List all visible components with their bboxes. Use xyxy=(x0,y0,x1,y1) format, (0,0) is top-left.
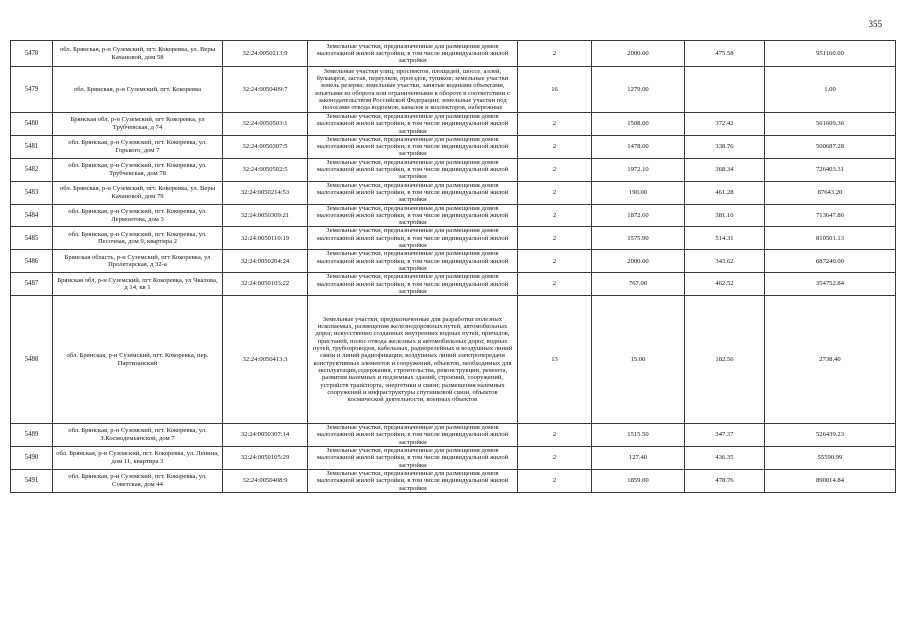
land-purpose-cell: Земельные участки, предназначенные для размещения домов малоэтажной жилой застройки, в том числе индивидуальной жилой застройки xyxy=(308,204,518,227)
cadastral-number-cell: 32:24:0050503:1 xyxy=(223,113,308,136)
row-number-cell: 5482 xyxy=(11,158,53,181)
cadastral-number-cell: 32:24:0050307:5 xyxy=(223,135,308,158)
usage-group-cell: 13 xyxy=(518,296,592,424)
cadastral-value-cell: 1.00 xyxy=(765,67,896,113)
area-cell: 1859.00 xyxy=(592,469,685,492)
cadastral-value-cell: 951160.00 xyxy=(765,41,896,67)
land-purpose-cell: Земельные участки, предназначенные для размещения домов малоэтажной жилой застройки, в том числе индивидуальной жилой застройки xyxy=(308,181,518,204)
specific-value-cell: 343.62 xyxy=(685,250,765,273)
table-row xyxy=(11,447,896,470)
row-number-cell: 5484 xyxy=(11,204,53,227)
row-number-cell: 5485 xyxy=(11,227,53,250)
specific-value-cell: 475.58 xyxy=(685,41,765,67)
usage-group-cell: 2 xyxy=(518,41,592,67)
area-cell: 1872.60 xyxy=(592,204,685,227)
row-number-cell: 5483 xyxy=(11,181,53,204)
usage-group-cell: 2 xyxy=(518,158,592,181)
cadastral-number-cell: 32:24:0050307:14 xyxy=(223,424,308,447)
address-cell: обл. Брянская, р-н Суземский, пгт. Кокоревка xyxy=(53,67,223,113)
usage-group-cell: 2 xyxy=(518,424,592,447)
address-cell: обл. Брянская, р-н Суземский, пгт. Кокоревка, ул. Веры Качановой, дом 58 xyxy=(53,41,223,67)
land-purpose-cell: Земельные участки, предназначенные для размещения домов малоэтажной жилой застройки, в том числе индивидуальной жилой застройки xyxy=(308,158,518,181)
address-cell: обл. Брянская, р-н Суземский, пгт. Кокоревка, ул. Трубчевская, дом 78 xyxy=(53,158,223,181)
table-row xyxy=(11,424,896,447)
address-cell: обл. Брянская, р-н Суземский, пгт. Кокоревка, ул. Веры Качановой, дом 79 xyxy=(53,181,223,204)
cadastral-number-cell: 32:24:0050409:7 xyxy=(223,67,308,113)
land-purpose-cell: Земельные участки, предназначенные для размещения домов малоэтажной жилой застройки, в том числе индивидуальной жилой застройки xyxy=(308,424,518,447)
usage-group-cell: 2 xyxy=(518,447,592,470)
land-purpose-cell: Земельные участки улиц, проспектов, площадей, шоссе, аллей, бульваров, застав, переулков, проездов, тупиков; земельные участки земель резерва; земельные участки, занятые водными объектами, изъятыми из оборота или ограниченными в обороте в соответствии с законодательством Российской Федерации; земельные участки под полосами отвода водоемов, каналов и коллекторов, набережные xyxy=(308,67,518,113)
registry-body xyxy=(11,41,896,493)
table-row xyxy=(11,181,896,204)
cadastral-value-cell: 87643.20 xyxy=(765,181,896,204)
cadastral-value-cell: 354752.84 xyxy=(765,273,896,296)
land-purpose-cell: Земельные участки, предназначенные для размещения домов малоэтажной жилой застройки, в том числе индивидуальной жилой застройки xyxy=(308,273,518,296)
specific-value-cell: 514.31 xyxy=(685,227,765,250)
cadastral-value-cell: 526439.23 xyxy=(765,424,896,447)
area-cell: 127.40 xyxy=(592,447,685,470)
address-cell: обл. Брянская, р-н Суземский, пгт. Кокоревка, ул. Лермонтова, дом 3 xyxy=(53,204,223,227)
address-cell: обл. Брянская, р-н Суземский, пгт. Кокоревка, ул. Горького, дом 7 xyxy=(53,135,223,158)
row-number-cell: 5486 xyxy=(11,250,53,273)
address-cell: обл. Брянская, р-н Суземский, пгт. Кокоревка, ул. З.Космодемьянской, дом 7 xyxy=(53,424,223,447)
specific-value-cell: 347.37 xyxy=(685,424,765,447)
land-purpose-cell: Земельные участки, предназначенные для разработки полезных ископаемых, размещения железнодорожных путей, автомобильных дорог, искусственно созданных внутренних водных путей, причалов, пристаней, полос отвода железных и автомобильных дорог, водных путей, трубопроводов, кабельных, радиорелейных и воздушных линий связи и линий радиофикации, воздушных линий электропередачи конструктивных элементов и сооружений, объектов, необходимых для эксплуатации,содержания, строительства, реконструкции, ремонта, развития наземных и подземных зданий, строений, сооружений, устройств транспорта, энергетики и связи; размещения наземных сооружений и инфраструктуры спутниковой связи, объектов космической деятельности, военных объектов xyxy=(308,296,518,424)
usage-group-cell: 16 xyxy=(518,67,592,113)
usage-group-cell: 2 xyxy=(518,113,592,136)
area-cell: 190.00 xyxy=(592,181,685,204)
land-purpose-cell: Земельные участки, предназначенные для размещения домов малоэтажной жилой застройки, в том числе индивидуальной жилой застройки xyxy=(308,469,518,492)
cadastral-number-cell: 32:24:0050502:5 xyxy=(223,158,308,181)
specific-value-cell: 372.42 xyxy=(685,113,765,136)
usage-group-cell: 2 xyxy=(518,273,592,296)
table-row xyxy=(11,250,896,273)
table-row xyxy=(11,113,896,136)
land-registry-table xyxy=(10,40,896,493)
address-cell: Брянская область, р-н Суземский, пгт Кокоревка, ул Пролетарская, д 32-а xyxy=(53,250,223,273)
row-number-cell: 5478 xyxy=(11,41,53,67)
table-row xyxy=(11,469,896,492)
page-number: 355 xyxy=(868,19,882,29)
address-cell: Брянская обл, р-н Суземский, пгт Кокоревка, ул Трубчевская, д 74 xyxy=(53,113,223,136)
cadastral-value-cell: 713647.86 xyxy=(765,204,896,227)
cadastral-value-cell: 890014.84 xyxy=(765,469,896,492)
specific-value-cell xyxy=(685,67,765,113)
table-row xyxy=(11,296,896,424)
address-cell: обл. Брянская, р-н Суземский, пгт. Кокоревка, ул. Советская, дом 44 xyxy=(53,469,223,492)
specific-value-cell: 462.52 xyxy=(685,273,765,296)
specific-value-cell: 182.56 xyxy=(685,296,765,424)
row-number-cell: 5487 xyxy=(11,273,53,296)
address-cell: обл. Брянская, р-н Суземский, пгт. Кокоревка, ул. Песочная, дом 9, квартира 2 xyxy=(53,227,223,250)
cadastral-number-cell: 32:24:0050413:3 xyxy=(223,296,308,424)
row-number-cell: 5479 xyxy=(11,67,53,113)
usage-group-cell: 2 xyxy=(518,135,592,158)
cadastral-number-cell: 32:24:0050309:21 xyxy=(223,204,308,227)
address-cell: обл. Брянская, р-н Суземский, пгт. Кокоревка, ул. Ленина, дом 11, квартира 3 xyxy=(53,447,223,470)
address-cell: Брянская обл, р-н Суземский, пгт Кокоревка, ул Чкалова, д 14, кв 1 xyxy=(53,273,223,296)
area-cell: 767.00 xyxy=(592,273,685,296)
cadastral-value-cell: 55590.99 xyxy=(765,447,896,470)
cadastral-value-cell: 2738.40 xyxy=(765,296,896,424)
cadastral-value-cell: 561609.36 xyxy=(765,113,896,136)
usage-group-cell: 2 xyxy=(518,227,592,250)
usage-group-cell: 2 xyxy=(518,181,592,204)
area-cell: 1575.90 xyxy=(592,227,685,250)
area-cell: 2000.00 xyxy=(592,41,685,67)
cadastral-number-cell: 32:24:0050214:53 xyxy=(223,181,308,204)
table-row xyxy=(11,273,896,296)
land-purpose-cell: Земельные участки, предназначенные для размещения домов малоэтажной жилой застройки, в том числе индивидуальной жилой застройки xyxy=(308,113,518,136)
cadastral-number-cell: 32:24:0050213:9 xyxy=(223,41,308,67)
land-purpose-cell: Земельные участки, предназначенные для размещения домов малоэтажной жилой застройки, в том числе индивидуальной жилой застройки xyxy=(308,41,518,67)
row-number-cell: 5491 xyxy=(11,469,53,492)
cadastral-number-cell: 32:24:0050408:9 xyxy=(223,469,308,492)
address-cell: обл. Брянская, р-н Суземский, пгт. Кокоревка, пер. Партизанский xyxy=(53,296,223,424)
land-purpose-cell: Земельные участки, предназначенные для размещения домов малоэтажной жилой застройки, в том числе индивидуальной жилой застройки xyxy=(308,447,518,470)
cadastral-value-cell: 810501.13 xyxy=(765,227,896,250)
area-cell: 2000.00 xyxy=(592,250,685,273)
land-purpose-cell: Земельные участки, предназначенные для размещения домов малоэтажной жилой застройки, в том числе индивидуальной жилой застройки xyxy=(308,250,518,273)
specific-value-cell: 478.76 xyxy=(685,469,765,492)
cadastral-number-cell: 32:24:0050105:29 xyxy=(223,447,308,470)
table-row xyxy=(11,158,896,181)
usage-group-cell: 2 xyxy=(518,250,592,273)
area-cell: 1478.00 xyxy=(592,135,685,158)
cadastral-value-cell: 687240.00 xyxy=(765,250,896,273)
table-row xyxy=(11,41,896,67)
cadastral-value-cell: 726403.31 xyxy=(765,158,896,181)
usage-group-cell: 2 xyxy=(518,204,592,227)
cadastral-number-cell: 32:24:0050103:22 xyxy=(223,273,308,296)
land-purpose-cell: Земельные участки, предназначенные для размещения домов малоэтажной жилой застройки, в том числе индивидуальной жилой застройки xyxy=(308,227,518,250)
row-number-cell: 5480 xyxy=(11,113,53,136)
specific-value-cell: 338.76 xyxy=(685,135,765,158)
cadastral-number-cell: 32:24:0050110:19 xyxy=(223,227,308,250)
specific-value-cell: 381.10 xyxy=(685,204,765,227)
specific-value-cell: 436.35 xyxy=(685,447,765,470)
specific-value-cell: 461.28 xyxy=(685,181,765,204)
area-cell: 1515.50 xyxy=(592,424,685,447)
table-row xyxy=(11,135,896,158)
area-cell: 1508.00 xyxy=(592,113,685,136)
area-cell: 1279.00 xyxy=(592,67,685,113)
row-number-cell: 5481 xyxy=(11,135,53,158)
table-row xyxy=(11,204,896,227)
cadastral-value-cell: 500687.28 xyxy=(765,135,896,158)
specific-value-cell: 368.34 xyxy=(685,158,765,181)
row-number-cell: 5489 xyxy=(11,424,53,447)
cadastral-number-cell: 32:24:0050204:24 xyxy=(223,250,308,273)
land-purpose-cell: Земельные участки, предназначенные для размещения домов малоэтажной жилой застройки, в том числе индивидуальной жилой застройки xyxy=(308,135,518,158)
usage-group-cell: 2 xyxy=(518,469,592,492)
table-row xyxy=(11,67,896,113)
row-number-cell: 5488 xyxy=(11,296,53,424)
area-cell: 15.00 xyxy=(592,296,685,424)
row-number-cell: 5490 xyxy=(11,447,53,470)
area-cell: 1972.10 xyxy=(592,158,685,181)
table-row xyxy=(11,227,896,250)
